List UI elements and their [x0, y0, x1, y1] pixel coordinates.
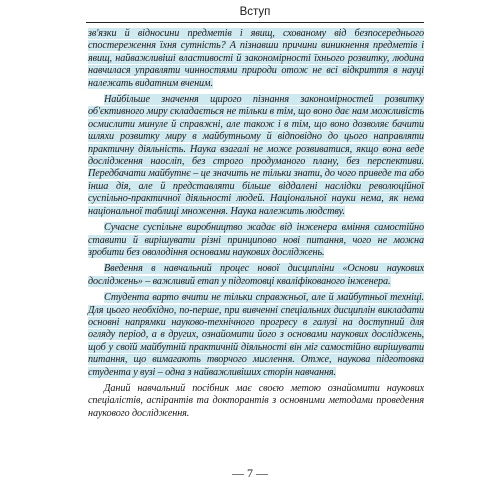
highlighted-text: Сучасне суспільне виробництво жадає від інженера вміння самостійно ставити й вирішувати різні принципово нові питання, чого не можна зробити без оволодіння основами наукових досліджень. — [88, 222, 424, 258]
page-title: Вступ — [239, 6, 271, 18]
paragraph — [88, 28, 424, 90]
highlighted-text: Найбільше значення щирого пізнання закономірностей розвитку об'єктивного миру складається не тільки в тім, що воно дає нам можливість осмислити минуле й справжні, але також і в тім, що воно дозволяє бачити шляхи розвитку миру в майбутньому й відповідно до цього направляти практичну діяльність. Наука взагалі не може розвиватися, якщо вона веде дослідження наосліп, без строго продуманого плану, без перспективи. Передбачати майбутнє – це значить не тільки знати, до чого приведе та або інша дія, але й представляти більше віддалені наслідки революційної суспільно-практичної діяльності людей. Національної науки нема, як нема національної таблиці множення. Наука належить людству. — [88, 94, 424, 217]
paragraph — [88, 222, 424, 259]
page-header — [86, 4, 424, 23]
page-number: — 7 — — [232, 466, 268, 480]
highlighted-text: Студента варто вчити не тільки справжньої, але й майбутньої техніці. — [104, 292, 424, 304]
paragraph — [88, 263, 424, 288]
body-text — [88, 28, 424, 424]
highlighted-text: зв'язки й відносини предметів і явищ, схованому від безпосереднього спостереження їхня сутність? А пізнавши причини виникнення предметів і явищ, найважливіші властивості й закономірності їхнього розвитку, людина навчилася управляти чинностями природи отож не всі відкриття в науці належать видатним вченим. — [88, 28, 424, 89]
paragraph — [88, 292, 424, 379]
paragraph — [88, 383, 424, 420]
highlighted-text: Для цього необхідно, по-перше, при вивченні спеціальних дисциплін викладати основні напрямки науково-технічного прогресу в галузі на доступний для огляду період, а в других, ознайомити його з основами наукових досліджень, щоб у своїй майбутній практичній діяльності він міг самостійно вирішувати питання, що вимагають творчого мислення. Отже, наукова підготовка студента у вузі – одна з найважливіших сторін навчання. — [88, 304, 424, 378]
highlighted-text: Введення в навчальний процес нової дисципліни «Основи наукових досліджень» – важливий етап у підготовці кваліфікованого інженера. — [88, 263, 424, 287]
text-run: Даний навчальний посібник має своєю метою ознайомити наукових спеціалістів, аспірантів та докторантів з основними методами проведення наукового дослідження. — [88, 382, 424, 419]
paragraph — [88, 94, 424, 218]
